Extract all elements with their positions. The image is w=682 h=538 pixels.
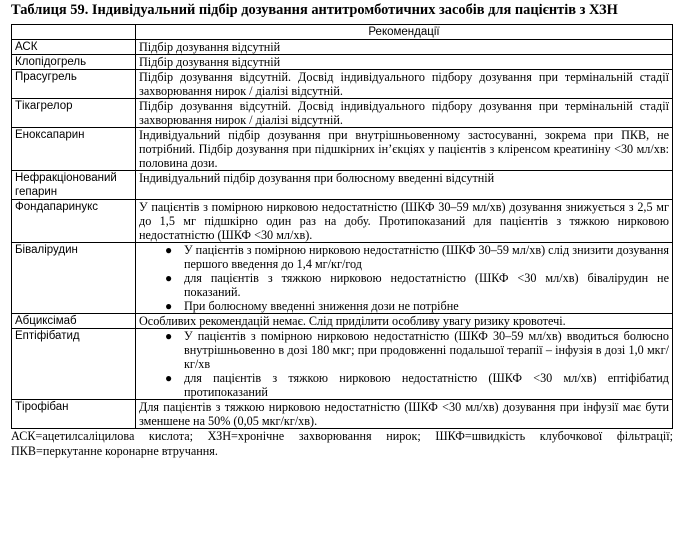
bullet-icon: ● (165, 329, 173, 343)
bullet-icon: ● (165, 271, 173, 285)
dosing-table (11, 24, 673, 429)
drug-name: Тірофібан (12, 400, 136, 429)
bullet-item: ● У пацієнтів з помірною нирковою недостатністю (ШКФ 30–59 мл/хв) вводиться болюсно внутрішньовенно в дозі 180 мкг; при продовженні подальшої терапії – інфузія в дозі 1,0 мкг/кг/хв (165, 329, 669, 371)
recommendation-text: Підбір дозування відсутній. Досвід індивідуального підбору дозування при термінальній стадії захворювання нирок / діалізі відсутній. (136, 70, 673, 99)
table-row (12, 171, 673, 200)
drug-name: Бівалірудин (12, 243, 136, 314)
table-row (12, 99, 673, 128)
table-row (12, 243, 673, 314)
drug-name: Тікагрелор (12, 99, 136, 128)
drug-name: Абциксімаб (12, 314, 136, 329)
recommendation-text: Підбір дозування відсутній (136, 55, 673, 70)
table-row (12, 128, 673, 171)
table-row (12, 400, 673, 429)
bullet-item: ● для пацієнтів з тяжкою нирковою недостатністю (ШКФ <30 мл/хв) бівалірудин не показаний. (165, 271, 669, 299)
bullet-list (139, 329, 669, 399)
table-row (12, 314, 673, 329)
drug-name: Нефракціонований гепарин (12, 171, 136, 200)
recommendation-text: Індивідуальний підбір дозування при болюсному введенні відсутній (136, 171, 673, 200)
drug-name: Еноксапарин (12, 128, 136, 171)
table-header-row (12, 25, 673, 40)
recommendation-text: Індивідуальний підбір дозування при внутрішньовенному застосуванні, зокрема при ПКВ, не потрібний. Підбір дозування при підшкірних ін’єкціях у пацієнтів з кліренсом креатиніну <30 мл/хв: половина дози. (136, 128, 673, 171)
abbreviations-footnote: АСК=ацетилсаліцилова кислота; ХЗН=хронічне захворювання нирок; ШКФ=швидкість клубочкової фільтрації; ПКВ=перкутанне коронарне втручання. (11, 429, 673, 458)
header-recommendations: Рекомендації (136, 25, 673, 40)
drug-name: АСК (12, 40, 136, 55)
drug-name: Фондапаринукс (12, 200, 136, 243)
bullet-item: ● У пацієнтів з помірною нирковою недостатністю (ШКФ 30–59 мл/хв) слід знизити дозування першого введення до 1,4 мг/кг/год (165, 243, 669, 271)
recommendation-text: Для пацієнтів з тяжкою нирковою недостатністю (ШКФ <30 мл/хв) дозування при інфузії має бути зменшене на 50% (0,05 мкг/кг/хв). (136, 400, 673, 429)
bullet-icon: ● (165, 371, 173, 385)
bullet-icon: ● (165, 299, 173, 313)
table-row (12, 70, 673, 99)
drug-name: Ептіфібатид (12, 329, 136, 400)
bullet-list (139, 243, 669, 313)
table-row (12, 329, 673, 400)
table-row (12, 200, 673, 243)
recommendation-cell (136, 243, 673, 314)
table-title: Таблиця 59. Індивідуальний підбір дозування антитромботичних засобів для пацієнтів з ХЗН (11, 2, 618, 18)
recommendation-text: Підбір дозування відсутній (136, 40, 673, 55)
recommendation-text: У пацієнтів з помірною нирковою недостатністю (ШКФ 30–59 мл/хв) дозування знижується з 2,5 мг до 1,5 мг підшкірно один раз на добу. Протипоказаний для пацієнтів з тяжкою нирковою недостатністю (ШКФ <30 мл/хв). (136, 200, 673, 243)
recommendation-cell (136, 329, 673, 400)
table-row (12, 40, 673, 55)
drug-name: Клопідогрель (12, 55, 136, 70)
drug-name: Прасугрель (12, 70, 136, 99)
header-drug (12, 25, 136, 40)
recommendation-text: Особливих рекомендацій немає. Слід приділити особливу увагу ризику кровотечі. (136, 314, 673, 329)
bullet-icon: ● (165, 243, 173, 257)
recommendation-text: Підбір дозування відсутній. Досвід індивідуального підбору дозування при термінальній стадії захворювання нирок / діалізі відсутній. (136, 99, 673, 128)
bullet-item: ● для пацієнтів з тяжкою нирковою недостатністю (ШКФ <30 мл/хв) ептіфібатид протипоказаний (165, 371, 669, 399)
bullet-item: ● При болюсному введенні зниження дози не потрібне (165, 299, 459, 313)
table-row (12, 55, 673, 70)
